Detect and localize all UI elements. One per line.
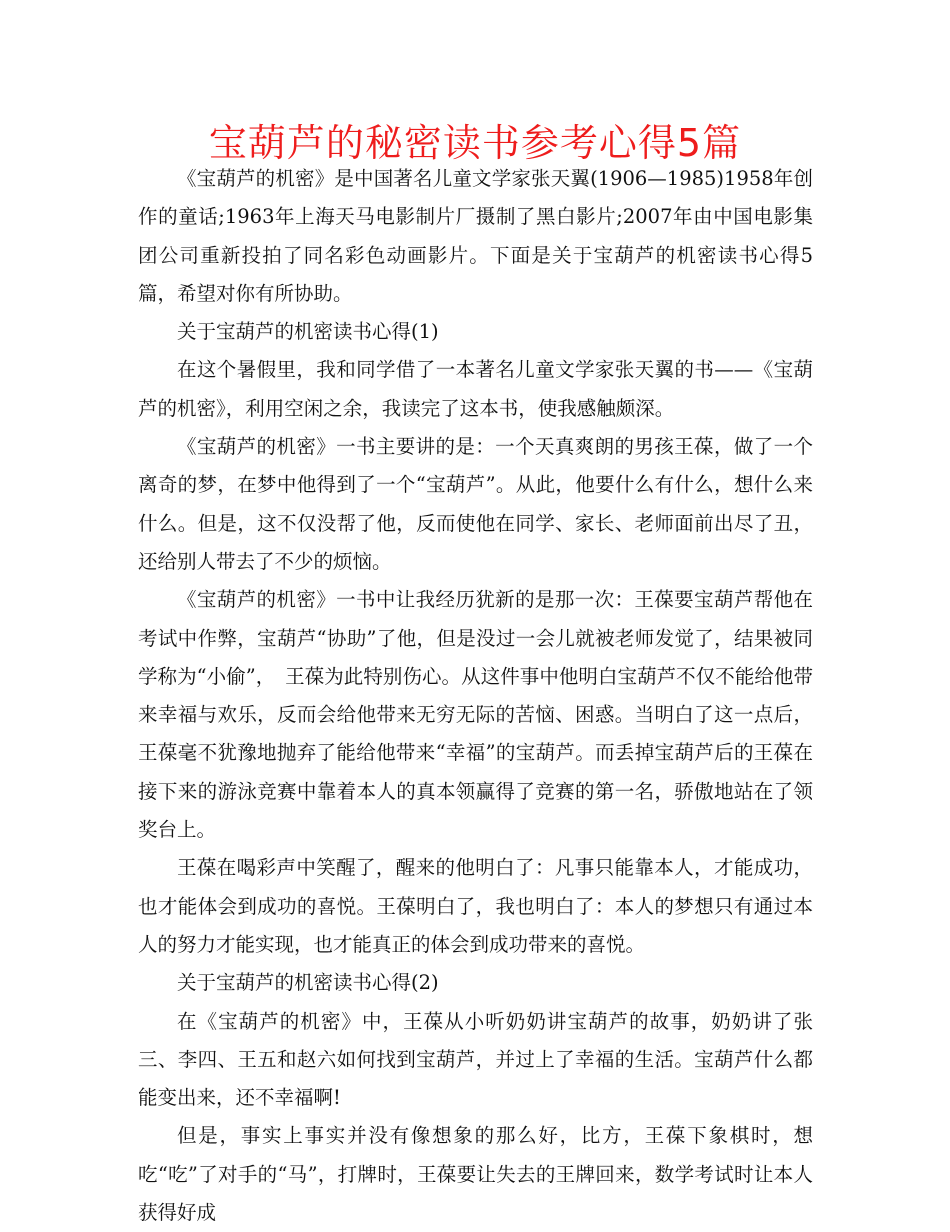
paragraph: 《宝葫芦的机密》一书主要讲的是：一个天真爽朗的男孩王葆，做了一个离奇的梦，在梦中他得到了一个“宝葫芦”。从此，他要什么有什么，想什么来什么。但是，这不仅没帮了他，反而使他在同学、家长、老师面前出尽了丑，还给别人带去了不少的烦恼。 xyxy=(138,435,813,573)
section-heading-2: 关于宝葫芦的机密读书心得(2) xyxy=(177,971,439,995)
paragraph: 在《宝葫芦的机密》中，王葆从小听奶奶讲宝葫芦的故事，奶奶讲了张三、李四、王五和赵六如何找到宝葫芦，并过上了幸福的生活。宝葫芦什么都能变出来，还不幸福啊! xyxy=(138,1009,813,1110)
section-heading-1: 关于宝葫芦的机密读书心得(1) xyxy=(177,320,439,344)
paragraph: 在这个暑假里，我和同学借了一本著名儿童文学家张天翼的书——《宝葫芦的机密》，利用空闲之余，我读完了这本书，使我感触颇深。 xyxy=(138,358,813,420)
document-body xyxy=(138,160,813,1232)
document-title: 宝葫芦的秘密读书参考心得5篇 xyxy=(208,121,742,165)
paragraph-intro: 《宝葫芦的机密》是中国著名儿童文学家张天翼(1906—1985)1958年创作的童话;1963年上海天马电影制片厂摄制了黑白影片;2007年由中国电影集团公司重新投拍了同名彩色动画影片。下面是关于宝葫芦的机密读书心得5篇，希望对你有所协助。 xyxy=(138,167,813,305)
paragraph: 《宝葫芦的机密》一书中让我经历犹新的是那一次：王葆要宝葫芦帮他在考试中作弊，宝葫芦“协助”了他，但是没过一会儿就被老师发觉了，结果被同学称为“小偷”， 王葆为此特别伤心。从这件事中他明白宝葫芦不仅不能给他带来幸福与欢乐，反而会给他带来无穷无际的苦恼、困惑。当明白了这一点后，王葆毫不犹豫地抛弃了能给他带来“幸福”的宝葫芦。而丢掉宝葫芦后的王葆在接下来的游泳竞赛中靠着本人的真本领赢得了竞赛的第一名，骄傲地站在了领奖台上。 xyxy=(138,588,813,842)
paragraph: 但是，事实上事实并没有像想象的那么好，比方，王葆下象棋时，想吃“吃”了对手的“马”，打牌时，王葆要让失去的王牌回来，数学考试时让本人获得好成 xyxy=(138,1124,813,1225)
paragraph: 王葆在喝彩声中笑醒了，醒来的他明白了：凡事只能靠本人，才能成功，也才能体会到成功的喜悦。王葆明白了，我也明白了：本人的梦想只有通过本人的努力才能实现，也才能真正的体会到成功带来的喜悦。 xyxy=(138,856,813,956)
